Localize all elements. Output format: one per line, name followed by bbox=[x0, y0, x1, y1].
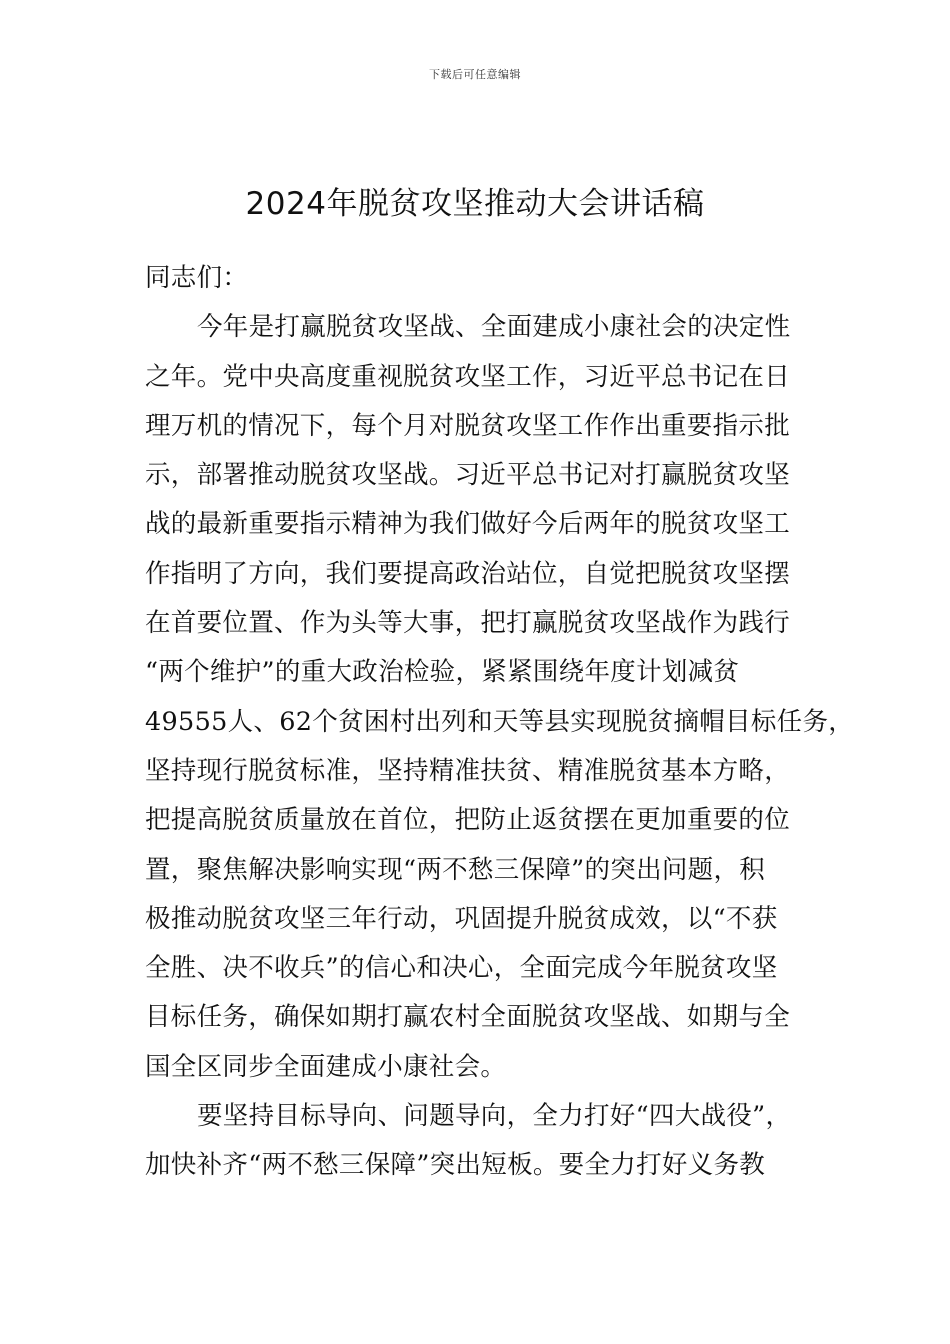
text-line: 置，聚焦解决影响实现“两不愁三保障”的突出问题，积 bbox=[145, 854, 766, 885]
text-line: 目标任务，确保如期打赢农村全面脱贫攻坚战、如期与全 bbox=[145, 1002, 791, 1033]
text-line: 理万机的情况下，每个月对脱贫攻坚工作作出重要指示批 bbox=[145, 410, 791, 441]
text-line: 战的最新重要指示精神为我们做好今后两年的脱贫攻坚工 bbox=[145, 509, 791, 540]
header-note: 下载后可任意编辑 bbox=[429, 68, 521, 81]
text-line: 把提高脱贫质量放在首位，把防止返贫摆在更加重要的位 bbox=[145, 805, 791, 836]
paragraph-1 bbox=[145, 303, 855, 1092]
document-body bbox=[145, 254, 855, 1191]
salutation: 同志们： bbox=[145, 263, 249, 293]
text-line: 国全区同步全面建成小康社会。 bbox=[145, 1051, 507, 1082]
text-line: 全胜、决不收兵”的信心和决心，全面完成今年脱贫攻坚 bbox=[145, 953, 778, 984]
document-title: 2024年脱贫攻坚推动大会讲话稿 bbox=[245, 186, 705, 222]
text-line: 49555人、62个贫困村出列和天等县实现脱贫摘帽目标任务， bbox=[145, 706, 855, 737]
text-line: 坚持现行脱贫标准，坚持精准扶贫、精准脱贫基本方略， bbox=[145, 755, 791, 786]
paragraph-2 bbox=[145, 1092, 835, 1191]
text-line: 极推动脱贫攻坚三年行动，巩固提升脱贫成效，以“不获 bbox=[145, 903, 778, 934]
text-line: 加快补齐“两不愁三保障”突出短板。要全力打好义务教 bbox=[145, 1150, 766, 1181]
text-line: 之年。党中央高度重视脱贫攻坚工作，习近平总书记在日 bbox=[145, 361, 791, 392]
text-line: 作指明了方向，我们要提高政治站位，自觉把脱贫攻坚摆 bbox=[145, 558, 791, 589]
text-line: 今年是打赢脱贫攻坚战、全面建成小康社会的决定性 bbox=[197, 312, 791, 343]
text-line: “两个维护”的重大政治检验，紧紧围绕年度计划减贫 bbox=[145, 657, 740, 688]
text-line: 要坚持目标导向、问题导向，全力打好“四大战役”， bbox=[197, 1101, 792, 1132]
text-line: 在首要位置、作为头等大事，把打赢脱贫攻坚战作为践行 bbox=[145, 608, 791, 639]
text-line: 示，部署推动脱贫攻坚战。习近平总书记对打赢脱贫攻坚 bbox=[145, 460, 791, 491]
